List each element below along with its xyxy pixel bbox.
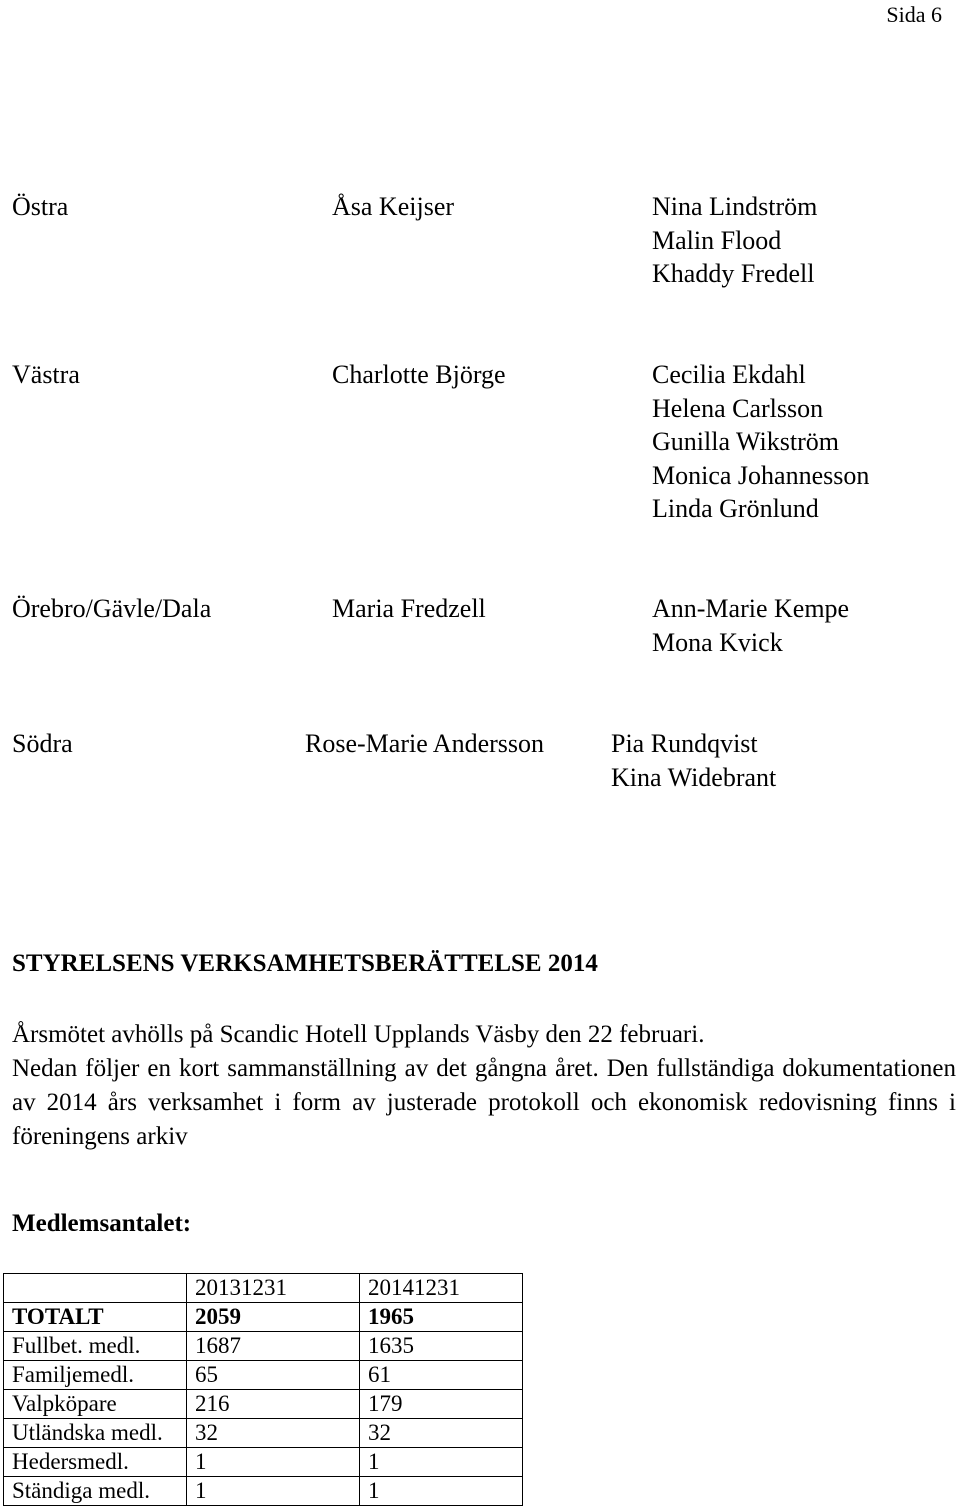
report-body: [12, 1018, 956, 1154]
member-name: Khaddy Fredell: [652, 259, 815, 288]
value-2014: 1965: [360, 1303, 523, 1332]
row-label: Familjemedl.: [4, 1361, 187, 1390]
table-header-row: [4, 1274, 523, 1303]
table-header-cell: 20141231: [360, 1274, 523, 1303]
value-2013: 65: [187, 1361, 360, 1390]
member-name: Linda Grönlund: [652, 494, 819, 523]
member-name: Malin Flood: [652, 225, 782, 255]
table-header-cell: 20131231: [187, 1274, 360, 1303]
table-row: [4, 1361, 523, 1390]
value-2013: 32: [187, 1419, 360, 1448]
row-label: Hedersmedl.: [4, 1448, 187, 1477]
region-leader: Maria Fredzell: [332, 594, 486, 623]
member-name: Pia Rundqvist: [611, 729, 758, 758]
table-row: [4, 1303, 523, 1332]
table-row: [4, 1448, 523, 1477]
row-label: Ständiga medl.: [4, 1477, 187, 1506]
member-name: Monica Johannesson: [652, 460, 870, 490]
member-name: Gunilla Wikström: [652, 427, 839, 456]
table-row: [4, 1332, 523, 1361]
region-name: Örebro/Gävle/Dala: [12, 594, 212, 623]
row-label: TOTALT: [4, 1303, 187, 1332]
member-name: Kina Widebrant: [611, 762, 777, 792]
value-2013: 2059: [187, 1303, 360, 1332]
row-label: Valpköpare: [4, 1390, 187, 1419]
region-leader: Rose-Marie Andersson: [305, 729, 545, 758]
value-2013: 1: [187, 1448, 360, 1477]
region-members: [611, 727, 776, 794]
region-name: Södra: [12, 729, 73, 758]
report-meeting-line: Årsmötet avhölls på Scandic Hotell Upplands Väsby den 22 februari.: [12, 1021, 705, 1048]
row-label: Fullbet. medl.: [4, 1332, 187, 1361]
member-name: Ann-Marie Kempe: [652, 594, 850, 623]
value-2014: 1: [360, 1477, 523, 1506]
value-2014: 1: [360, 1448, 523, 1477]
value-2014: 179: [360, 1390, 523, 1419]
value-2014: 32: [360, 1419, 523, 1448]
region-leader: Charlotte Björge: [332, 360, 506, 389]
membership-heading: Medlemsantalet:: [12, 1210, 192, 1237]
value-2014: 61: [360, 1361, 523, 1390]
region-members: [652, 358, 869, 526]
member-name: Cecilia Ekdahl: [652, 360, 806, 389]
page-number: Sida 6: [886, 2, 942, 27]
table-row: [4, 1419, 523, 1448]
row-label: Utländska medl.: [4, 1419, 187, 1448]
region-members: [652, 190, 817, 291]
region-name: Östra: [12, 192, 69, 221]
value-2013: 1: [187, 1477, 360, 1506]
report-paragraph: Nedan följer en kort sammanställning av det gångna året. Den fullständiga dokumentationen av 2014 års verksamhet i form av justerade protokoll och ekonomisk redovisning finns i föreningens arkiv: [12, 1055, 956, 1150]
region-name: Västra: [12, 360, 80, 389]
table-row: [4, 1477, 523, 1506]
report-heading: STYRELSENS VERKSAMHETSBERÄTTELSE 2014: [12, 950, 598, 977]
member-name: Mona Kvick: [652, 627, 783, 657]
value-2013: 1687: [187, 1332, 360, 1361]
table-row: [4, 1390, 523, 1419]
member-name: Nina Lindström: [652, 192, 818, 221]
region-members: [652, 592, 849, 659]
member-name: Helena Carlsson: [652, 393, 824, 423]
value-2014: 1635: [360, 1332, 523, 1361]
table-header-cell: [4, 1274, 187, 1303]
region-leader: Åsa Keijser: [332, 192, 455, 221]
value-2013: 216: [187, 1390, 360, 1419]
membership-table: [3, 1273, 523, 1506]
